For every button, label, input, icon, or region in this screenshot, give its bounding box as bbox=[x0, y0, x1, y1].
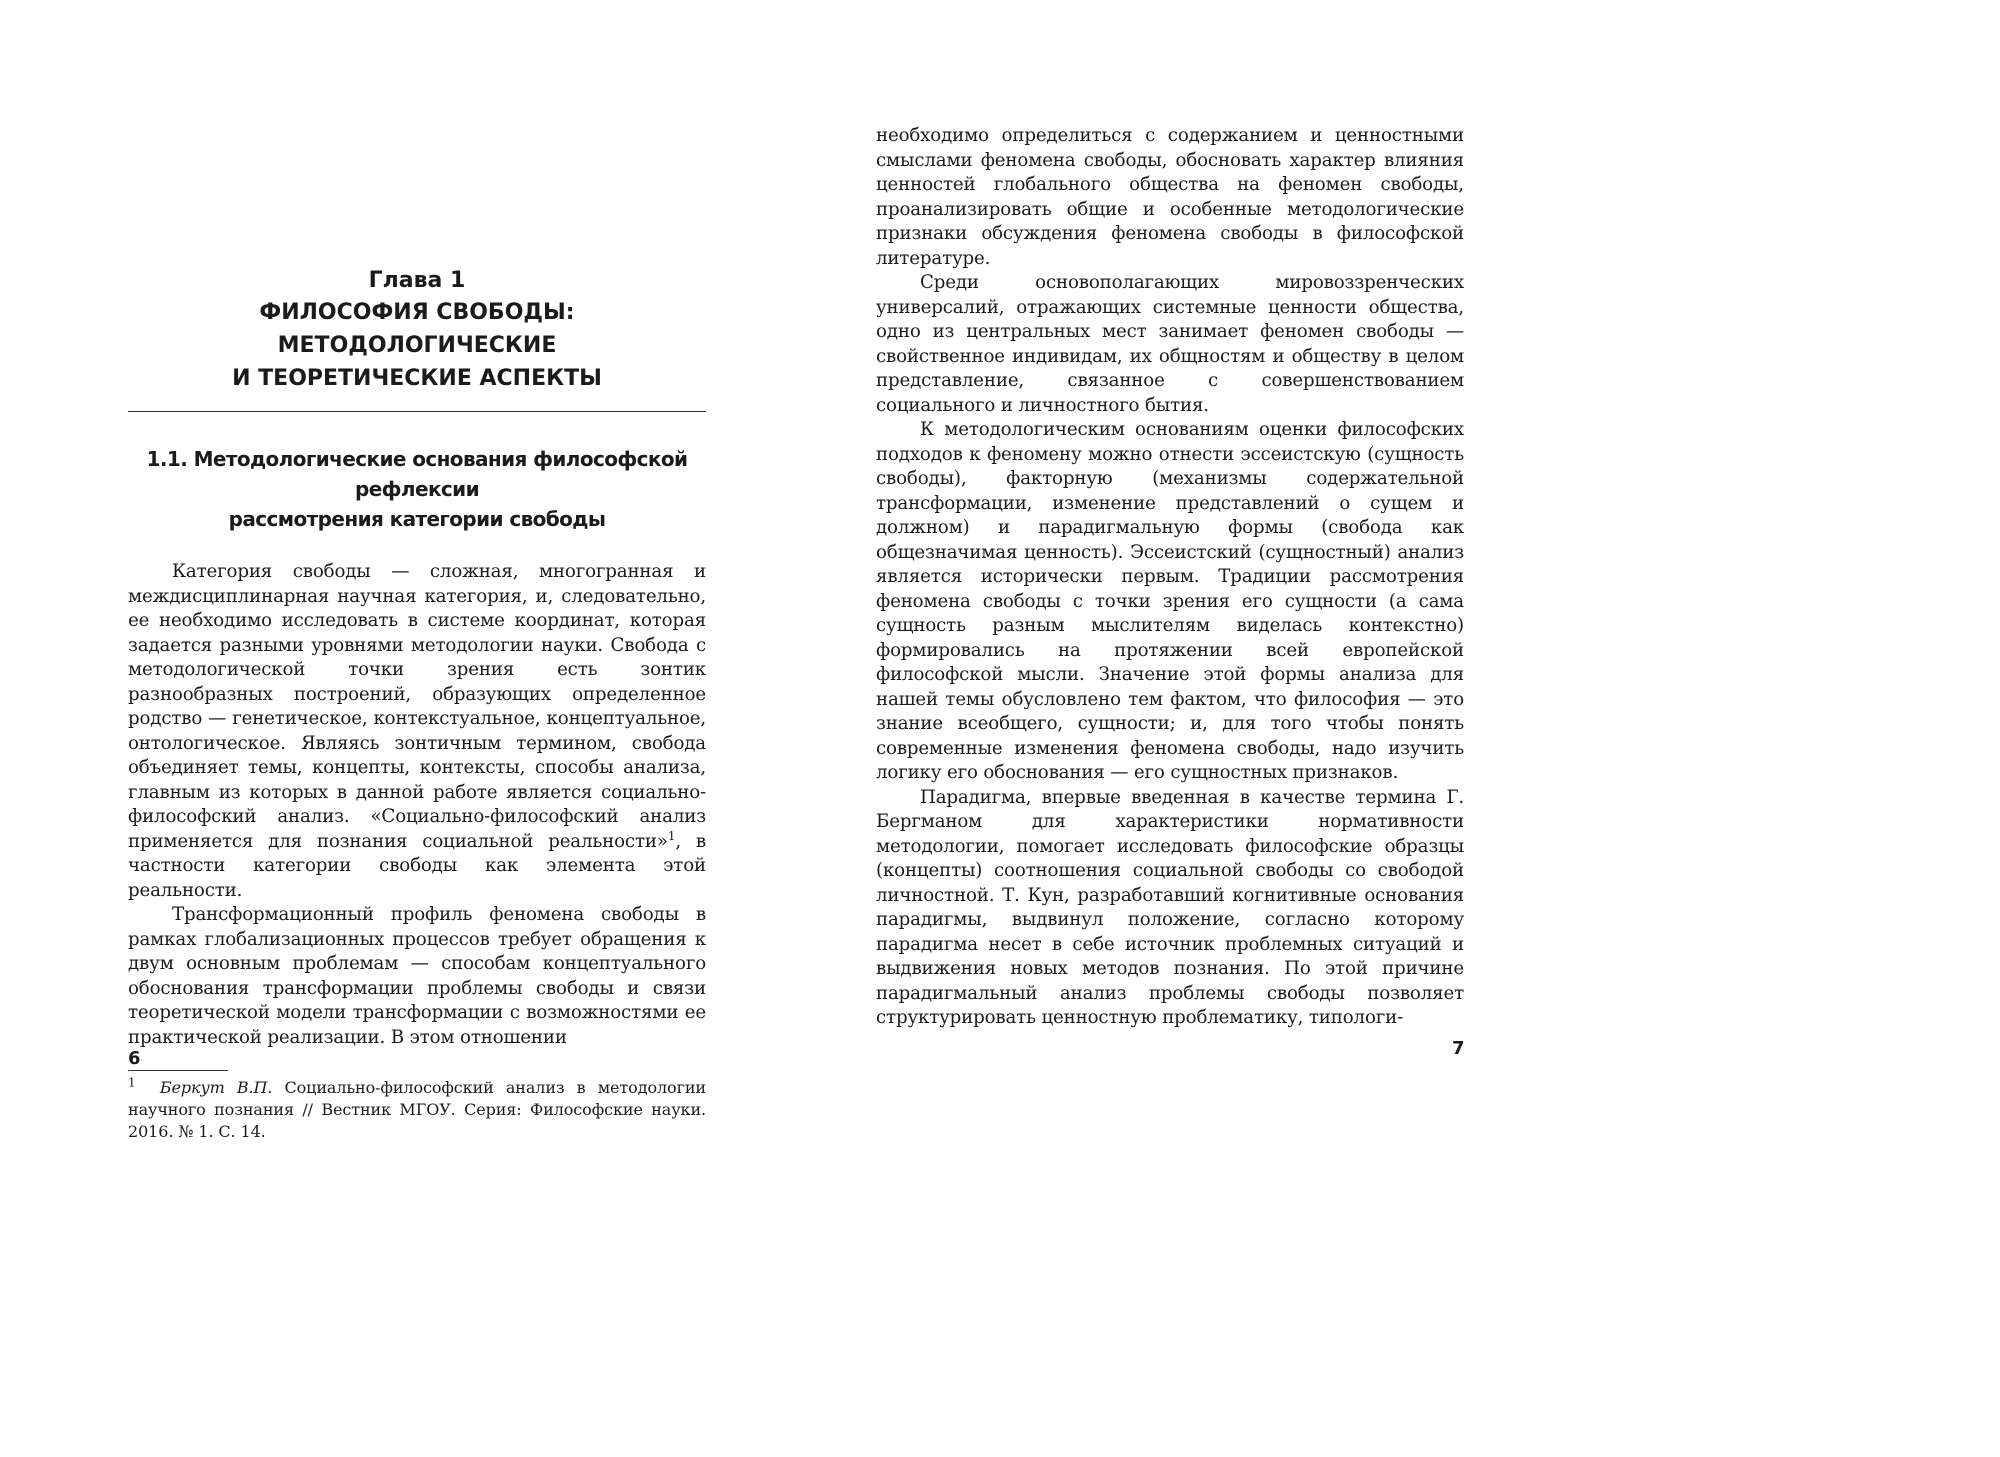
footnote-text: Социально-философский анализ в методологии научного познания // Вестник МГОУ. Серия: Философские науки. 2016. № 1. С. 14. bbox=[128, 1078, 706, 1141]
section-title-line-1: 1.1. Методологические основания философской рефлексии bbox=[146, 447, 688, 501]
footnote bbox=[128, 1077, 706, 1143]
left-paragraph-1-text: Категория свободы — сложная, многогранная и междисциплинарная научная категория, и, следовательно, ее необходимо исследовать в системе координат, которая задается разными уровнями методологии науки. Свобода с методологической точки зрения есть зонтик разнообразных построений, образующих определенное родство — генетическое, контекстуальное, концептуальное, онтологическое. Являясь зонтичным термином, свобода объединяет темы, концепты, контексты, способы анализа, главным из которых в данной работе является социально-философский анализ. «Социально-философский анализ применяется для познания социальной реальности» bbox=[128, 561, 706, 852]
chapter-divider bbox=[128, 411, 706, 412]
chapter-title-line-2: И ТЕОРЕТИЧЕСКИЕ АСПЕКТЫ bbox=[232, 366, 602, 391]
left-paragraph-2: Трансформационный профиль феномена свободы в рамках глобализационных процессов требует обращения к двум основным проблемам — способам концептуального обоснования трансформации проблемы свободы и связи теоретической модели трансформации с возможностями ее практической реализации. В этом отношении bbox=[128, 904, 706, 1048]
page-number-left: 6 bbox=[128, 1048, 141, 1069]
right-page bbox=[876, 124, 1464, 1031]
right-paragraph-4: Парадигма, впервые введенная в качестве термина Г. Бергманом для характеристики нормативности методологии, помогает исследовать философские образцы (концепты) соотношения социальной свободы со свободой личностной. Т. Кун, разработавший когнитивные основания парадигмы, выдвинул положение, согласно которому парадигма несет в себе источник проблемных ситуаций и выдвижения новых методов познания. По этой причине парадигмальный анализ проблемы свободы позволяет структурировать ценностную проблематику, типологи- bbox=[876, 786, 1464, 1028]
right-paragraph-1: необходимо определиться с содержанием и ценностными смыслами феномена свободы, обосновать характер влияния ценностей глобального общества на феномен свободы, проанализировать общие и особенные методологические признаки обсуждения феномена свободы в философской литературе. bbox=[876, 125, 1464, 269]
right-paragraph-2: Среди основополагающих мировоззренческих универсалий, отражающих системные ценности общества, одно из центральных мест занимает феномен свободы — свойственное индивидам, их общностям и обществу в целом представление, связанное с совершенствованием социального и личностного бытия. bbox=[876, 272, 1464, 416]
right-paragraph-3: К методологическим основаниям оценки философских подходов к феномену можно отнести эссеистскую (сущность свободы), факторную (механизмы содержательной трансформации, изменение представлений о сущем и должном) и парадигмальную формы (свобода как общезначимая ценность). Эссеистский (сущностный) анализ является исторически первым. Традиции рассмотрения феномена свободы с точки зрения его сущности (а сама сущность разным мыслителям виделась контекстно) формировались на протяжении всей европейской философской мысли. Значение этой формы анализа для нашей темы обусловлено тем фактом, что философия — это знание всеобщего, сущности; и, для того чтобы понять современные изменения феномена свободы, надо изучить логику его обоснования — его сущностных признаков. bbox=[876, 419, 1464, 783]
chapter-heading bbox=[128, 266, 706, 395]
chapter-label: Глава 1 bbox=[368, 268, 466, 293]
footnote-divider bbox=[128, 1070, 228, 1071]
left-paragraph-1 bbox=[128, 560, 706, 903]
chapter-title-line-1: ФИЛОСОФИЯ СВОБОДЫ: МЕТОДОЛОГИЧЕСКИЕ bbox=[259, 300, 575, 358]
page-number-right: 7 bbox=[1452, 1038, 1465, 1059]
footnote-author: Беркут В.П. bbox=[159, 1078, 273, 1097]
left-paragraph-1-tail: , в частности категории свободы как элемента этой реальности. bbox=[128, 830, 706, 901]
section-title bbox=[128, 444, 706, 534]
section-title-line-2: рассмотрения категории свободы bbox=[228, 507, 606, 531]
left-body-text bbox=[128, 560, 706, 1050]
footnote-number: 1 bbox=[128, 1075, 136, 1090]
left-page bbox=[128, 250, 706, 1143]
footnote-ref: 1 bbox=[667, 828, 676, 843]
